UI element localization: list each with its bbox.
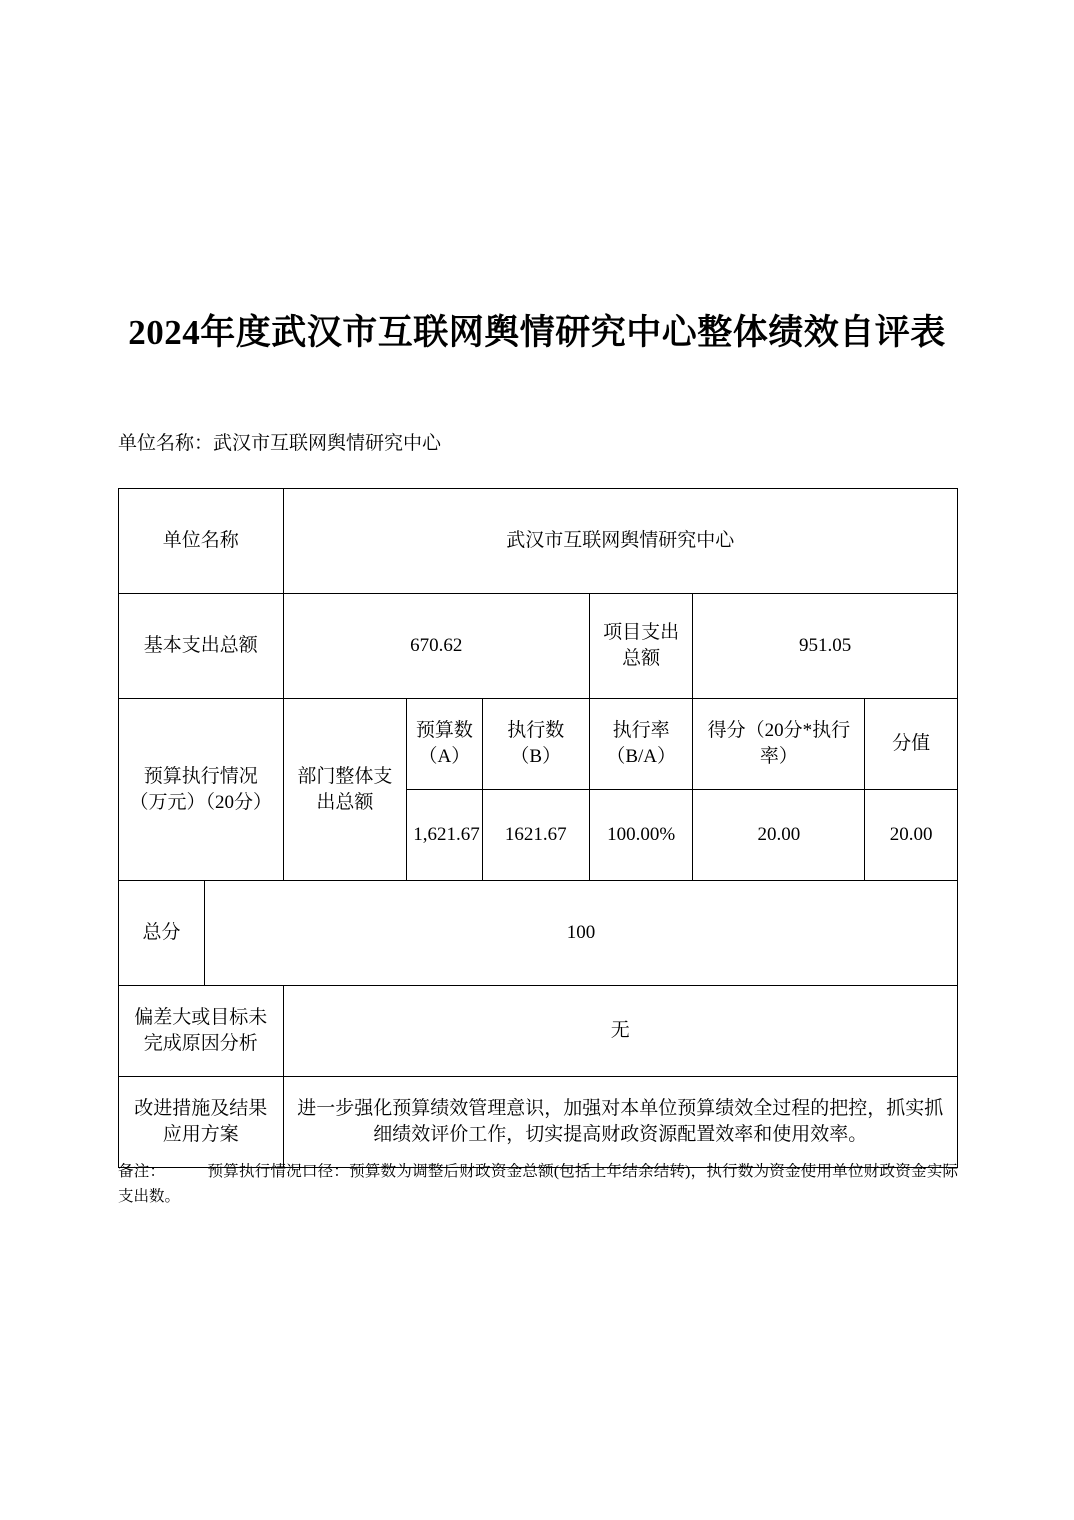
cell-actual-amount: 1621.67 (482, 790, 590, 881)
table-row (119, 1077, 958, 1168)
cell-basic-expenditure-label: 基本支出总额 (119, 594, 284, 699)
cell-col-score-header: 得分（20分*执行率） (693, 699, 865, 790)
cell-total-score-label: 总分 (119, 881, 205, 986)
page-title: 2024年度武汉市互联网舆情研究中心整体绩效自评表 (128, 313, 946, 352)
cell-col-budget-header: 预算数（A） (407, 699, 482, 790)
cell-col-actual-header: 执行数（B） (482, 699, 590, 790)
cell-project-expenditure-value: 951.05 (693, 594, 958, 699)
cell-col-rate-header: 执行率（B/A） (590, 699, 693, 790)
cell-score-value: 20.00 (865, 790, 958, 881)
footnote-text: 预算执行情况口径：预算数为调整后财政资金总额(包括上年结余结转)，执行数为资金使用单位财政资金实际支出数。 (118, 1163, 958, 1205)
unit-name-label: 单位名称： (118, 433, 214, 454)
cell-project-expenditure-label: 项目支出总额 (590, 594, 693, 699)
cell-col-value-header: 分值 (865, 699, 958, 790)
unit-name-value: 武汉市互联网舆情研究中心 (213, 433, 442, 454)
cell-deviation-value: 无 (283, 986, 957, 1077)
cell-improvement-label: 改进措施及结果应用方案 (119, 1077, 284, 1168)
cell-unit-name-label: 单位名称 (119, 489, 284, 594)
cell-score: 20.00 (693, 790, 865, 881)
table-row (119, 881, 958, 986)
table-row (119, 986, 958, 1077)
table-row (119, 699, 958, 790)
table-row (119, 594, 958, 699)
footnote (118, 1160, 958, 1210)
cell-department-total-label: 部门整体支出总额 (283, 699, 407, 881)
cell-total-score-value: 100 (205, 881, 958, 986)
cell-execution-rate: 100.00% (590, 790, 693, 881)
cell-basic-expenditure-value: 670.62 (283, 594, 590, 699)
unit-name-line (118, 428, 441, 455)
cell-budget-execution-label: 预算执行情况（万元）（20分） (119, 699, 284, 881)
cell-budget-amount: 1,621.67 (407, 790, 482, 881)
table-row (119, 489, 958, 594)
performance-table (118, 488, 958, 1168)
cell-deviation-label: 偏差大或目标未完成原因分析 (119, 986, 284, 1077)
cell-improvement-value: 进一步强化预算绩效管理意识，加强对本单位预算绩效全过程的把控，抓实抓细绩效评价工作，切实提高财政资源配置效率和使用效率。 (283, 1077, 957, 1168)
cell-unit-name-value: 武汉市互联网舆情研究中心 (283, 489, 957, 594)
footnote-label: 备注： (118, 1163, 166, 1180)
